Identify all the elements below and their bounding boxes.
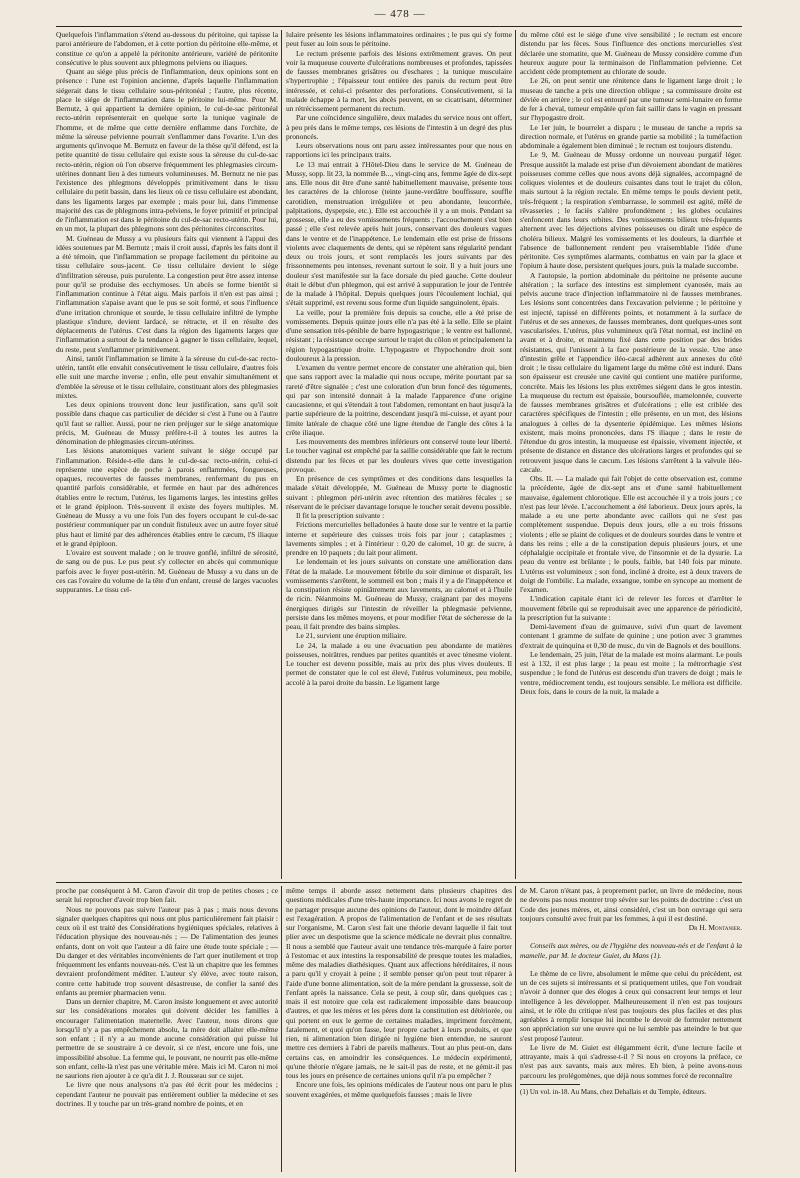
paragraph: Le 13 mai entrait à l'Hôtel-Dieu dans le service de M. Guéneau de Mussy, sopp. lit 23, la nommée B..., vingt-cinq ans, femme âgée de dix-sept ans. Elle nous dit être d'une santé habituellement mauvaise, présente tous les caractères de la chlorose (teinte jaune-verdâtre bouffissure, souffle carotidien, menstruation irrégulière et peu abondante, leucorrhée, palpitations, dyspepsie, etc.). Elle est accouchée il y a un mois. Pendant sa grossesse, elle a eu des vomissements fréquents ; l'accouchement s'est bien passé ; elle s'est relevée après huit jours, conservant des douleurs vagues dans le ventre et de l'inappétence. Le lendemain elle est prise de frissons violents avec claquements de dents, qui se répètent sans régularité pendant deux ou trois jours, et sont remplacés les jours suivants par des frissonnements peu intenses, revenant surtout le soir. Il y a huit jours une douleur s'est manifestée sur la face dorsale du pied gauche. Cette douleur était le début d'un phlegmon, qui est arrivé à suppuration le jour de l'entrée de la malade à l'hôpital. Depuis quelques jours l'écoulement lochial, qui s'était supprimé, est revenu sous forme d'un liquide sanguinolent, épais.: [286, 159, 512, 308]
paragraph: A l'autopsie, la portion abdominale du péritoine ne présente aucune altération ; la surface des intestins est simplement cyanosée, mais au pelvis aucune trace d'injection inflammatoire ni de fausses membranes. Les lésions sont concentrées dans l'excavation pelvienne ; le péritoine y est injecté, tapissé en différents points, et notamment à la surface de l'utérus et de ses annexes, de fausses membranes, dont quelques-unes sont vascularisées. L'utérus, plus volumineux qu'à l'état normal, est incliné en avant et à droite, et maintenu fixé dans cette position par des brides résistantes, qui l'unissent à la face postérieure de la vessie. Une anse d'intestin grêle et l'appendice iléo-cæcal adhèrent aux annexes du côté droit ; le tissu cellulaire du ligament large du même côté est induré. Dans son épaisseur est creusée une cavité qui contient une matière puriforme, concrète. Mais les lésions les plus extrêmes siégent dans le gros intestin. La muqueuse du rectum est épaissie, boursouflée, mamelonnée, couverte de fausses membranes grisâtres et d'ulcérations ; elle est criblée des caractères spécifiques de l'intestin ; elle présente, en un mot, des lésions analogues à celles de la dysenterie épidémique. Les mêmes lésions existent, mais moins prononcées, dans l'S iliaque ; dans le reste de l'étendue du gros intestin, la muqueuse est épaissie, vivement injectée, et présente de distance en distance des ulcérations larges et profondes qui se retrouvent jusque dans le cæcum. Les lésions s'arrêtent à la valvule iléo-cæcale.: [520, 270, 742, 474]
paragraph: Quelquefois l'inflammation s'étend au-dessous du péritoine, qui tapisse la paroi antérieure de l'abdomen, et à cette portion du péritoine elle-même, et constitue ce qu'on a appelé la péritonite antérieure, variété de péritonite consécutive le plus souvent aux phlegmons pelviens ou iliaques.: [56, 30, 278, 67]
review-column-1: [56, 886, 278, 1172]
paragraph: Le 24, la malade a eu une évacuation peu abondante de matières poisseuses, noirâtres, rendues par petites quantités et avec ténesme violent. Le toucher est devenu possible, mais au prix des plus vives douleurs. Il permet de constater que le col est élevé, l'utérus volumineux, peu mobile, accolé à la paroi droite du bassin. Le ligament large: [286, 640, 512, 687]
footnote: (1) Un vol. in-18. Au Mans, chez Dehallais et du Temple, éditeurs.: [520, 1087, 707, 1096]
paragraph: Par une coïncidence singulière, deux malades du service nous ont offert, à peu près dans le même temps, ces lésions de l'intestin à un degré des plus prononcés.: [286, 113, 512, 141]
paragraph: Encore une fois, les opinions médicales de l'auteur nous ont paru le plus souvent exagérées, et même quelquefois fausses ; mais le livre: [286, 1080, 512, 1099]
paragraph: Le 1er juin, le bourrelet a disparu ; le museau de tanche a repris sa direction normale, et l'utérus en grande partie sa mobilité ; la tuméfaction abdominale a également bien diminué ; le rectum est toujours distendu.: [520, 122, 742, 150]
column-divider: [281, 30, 282, 879]
paragraph: de M. Caron n'étant pas, à proprement parler, un livre de médecine, nous ne devons pas nous montrer trop sévère sur les points de doctrine : c'est un Code des jeunes mères, et, ainsi considéré, c'est un bon ouvrage qui sera toujours consulté avec fruit par les femmes, à qui il est destiné.: [520, 886, 742, 923]
paragraph: Obs. II. — La malade qui fait l'objet de cette observation est, comme la précédente, âgée de dix-sept ans et d'une santé habituellement mauvaise, également chlorotique. Elle est accouchée il y a trois jours ; ce n'est pas leur lévée. L'accouchement a été laborieux. Deux jours après, la malade a eu une perte abondante avec caillots qui ne s'est pas complètement suspendue. Depuis deux jours, elle a eu trois frissons violents ; elle se plaint de coliques et de douleurs sourdes dans le ventre et dans les reins ; elle a de la constipation depuis plusieurs jours, et une céphalalgie occipitale et frontale vive, de l'insomnie et de la dysurie. La peau du ventre est brûlante ; le pouls, faible, bat 140 fois par minute. L'utérus est volumineux ; son fond, incliné à droite, est à deux travers de doigt de l'ombilic. La malade, exsangue, tombe en syncope au moment de l'examen.: [520, 474, 742, 594]
paragraph: Le livre que nous analysons n'a pas été écrit pour les médecins ; cependant l'auteur ne pouvait pas entièrement oublier la médecine et ses doctrines. Il y touche par un très-grand nombre de points, et en: [56, 1080, 278, 1108]
section-rule: [56, 882, 742, 883]
article-column-1: [56, 30, 278, 879]
paragraph: L'examen du ventre permet encore de constater une altération qui, bien que sans rapport avec la maladie qui nous occupe, mérite pourtant par sa rareté d'être signalée ; c'est une coloration d'un brun foncé des téguments, qui par son intensité donnait à la malade l'apparence d'une origine caucasienne, et qui s'étendait à tout l'abdomen, remontant en haut jusqu'à la partie supérieure de la poitrine, descendant jusqu'à mi-cuisse, et ayant pour limite latérale de chaque côté une ligne étendue de l'angle des côtes à la crête iliaque.: [286, 363, 512, 437]
paragraph: Le lendemain, 25 juin, l'état de la malade est moins alarmant. Le pouls est à 132, il est plus large ; la peau est moite ; la métrorrhagie s'est suspendue ; le fond de l'utérus est descendu d'un travers de doigt ; mais le ventre, médiocrement tendu, est toujours sensible. Le méliora est difficile. Deux fois, dans le cours de la nuit, la malade a: [520, 649, 742, 696]
paragraph: Les mouvements des membres inférieurs ont conservé toute leur liberté. Le toucher vaginal est empêché par la saillie considérable que fait le rectum distendu par les fèces et par les douleurs vives que cette investigation provoque.: [286, 437, 512, 474]
paragraph: proche par conséquent à M. Caron d'avoir dit trop de petites choses ; ce serait lui reprocher d'avoir trop bien fait.: [56, 886, 278, 905]
paragraph: L'ovaire est souvent malade ; on le trouve gonflé, infiltré de sérosité, de sang ou de pus. Le pus peut s'y collecter en abcès qui communique parfois avec le foyer post-utérin. M. Guéneau de Mussy a vu dans un de ces cas l'ovaire du volume de la tête d'un enfant, creusé de larges vacuoles suppurantes. Le tissu cel-: [56, 548, 278, 594]
author-signature: Dr H. Montanier.: [688, 923, 742, 932]
paragraph: Dans un dernier chapitre, M. Caron insiste longuement et avec autorité sur les considérations morales qui doivent décider les familles à encourager l'alimentation maternelle. Avec l'auteur, nous dirons que lorsqu'il n'y a pas empêchement absolu, la mère doit allaiter elle-même son enfant ; il n'y a au monde aucune considération qui puisse lui permettre de se soustraire à ce devoir, si ce n'est, encore une fois, une impossibilité absolue. La femme qui, le pouvant, ne nourrit pas elle-même son enfant, celle-là n'est pas une véritable mère. Mais ici M. Caron ni moi ne saurions rien ajouter à ce qu'a dit J. J. Rousseau sur ce sujet.: [56, 997, 278, 1080]
review-column-3: [520, 886, 742, 1172]
paragraph: Les deux opinions trouvent donc leur justification, sans qu'il soit possible dans chaque cas particulier de décider si c'est à l'une ou à l'autre qu'il faut se rallier. Aussi, pour ne rien préjuger sur le siége anatomique précis, M. Guéneau de Mussy préfère-t-il à toutes les autres la dénomination de phlegmasies circum-utérines.: [56, 400, 278, 446]
spacer: [520, 960, 742, 969]
paragraph: Le 26, on peut sentir une rénitence dans le ligament large droit ; le museau de tanche a pris une direction oblique ; sa commissure droite est déviée en arrière ; le col est entouré par une tumeur semi-lunaire en forme de fer à cheval, tumeur empâtée qu'on fait saillir dans le vagin en pressant sur l'hypogastre droit.: [520, 76, 742, 123]
paragraph: Le 21, survient une éruption miliaire.: [296, 631, 407, 641]
paragraph: Frictions mercurielles belladonées à haute dose sur le ventre et la partie interne et supérieure des cuisses trois fois par jour ; cataplasmes ; lavements simples ; et à l'intérieur : 0,20 de calomel, 10 gr. de sucre, à prendre en 10 paquets ; du lait pour aliment.: [286, 520, 512, 557]
header-rule: [56, 26, 742, 27]
paragraph: Le thème de ce livre, absolument le même que celui du précédent, est un de ces sujets si intéressants et si pratiquement utiles, que l'on voudrait n'avoir à donner que des éloges à ceux qui consacrent leur temps et leur intelligence à les développer. Malheureusement il n'en est pas toujours ainsi, et le rôle du critique n'est pas toujours des plus faciles et des plus agréables à remplir lorsque lui incombe le devoir de formuler nettement son appréciation sur une œuvre qui ne lui semble pas atteindre le but que s'est proposé l'auteur.: [520, 968, 742, 1043]
paragraph: La veille, pour la première fois depuis sa couche, elle a été prise de vomissements. Depuis quinze jours elle n'a pas été à la selle. Elle se plaint d'une sensation très-pénible de barre hypogastrique ; le ventre est ballonné, résistant ; la résistance occupe surtout le trajet du côlon et principalement la région hypogastrique droite. L'hypogastre et l'hypochondre droit sont douloureux à la pression.: [286, 307, 512, 363]
review-title: Conseils aux mères, ou de l'hygiène des nouveau-nés et de l'enfant à la mamelle, par M. le docteur Guiet, du Mans (1).: [520, 941, 742, 960]
paragraph: Le lendemain et les jours suivants on constate une amélioration dans l'état de la malade. Le mouvement fébrile du soir diminue et disparaît, les vomissements s'arrêtent, le sommeil est bon ; mais il y a de l'inappétence et la constipation résiste opiniâtrement aux lavements, au calomel et à l'huile de ricin. Néanmoins M. Guéneau de Mussy, craignant par des moyens énergiques dirigés sur l'intestin de réveiller la phlegmasie pelvienne, persiste dans les mêmes moyens, et pour modifier l'état de sécheresse de la peau, il fait prendre des bains simples.: [286, 557, 512, 631]
paragraph: Nous ne pouvons pas suivre l'auteur pas à pas ; mais nous devons signaler quelques chapitres qui nous ont plus particulièrement fait plaisir : ceux où il est traité des Considérations hygiéniques spéciales, relatives à l'éducation physique des nouveau-nés ; — De l'alimentation des jeunes enfants, dont on voit que l'auteur a dû faire une étude toute spéciale ; — Du danger et des véritables inconvénients de l'art quer inutilement et trop fréquemment les enfants nouveau-nés. C'est là un chapitre que les femmes devraient profondément méditer. L'auteur s'y élève, avec toute raison, contre cette habitude trop souvent désastreuse, de confier la santé des enfants au premier pharmacien venu.: [56, 904, 278, 997]
paragraph: Le 9, M. Guéneau de Mussy ordonne un nouveau purgatif léger. Presque aussitôt la malade est prise d'un dévoiement abondant de matières poisseuses comme celles que nous avons déjà signalées, accompagné de coliques violentes et de douleurs cuisantes dans tout le trajet du côlon, mais surtout à la région rectale. En même temps le pouls devient petit, très-fréquent ; la respiration s'embarrasse, le sommeil est agité, mêlé de rêvasseries ; le faciès s'altère profondément ; les globes oculaires s'enfoncent dans leurs orbites. Des vomissements bilieux très-fréquents alternent avec les déjections alvines poisseuses ou diraît une espèce de choléra bilieux. Malgré les vomissements et les douleurs, la diarrhée et l'absence de ballonnement rendent peu vraisemblable l'idée d'une péritonite. Ces symptômes alarmants, combattus en vain par la glace et l'opium à haute dose, persistent quelques jours, puis la malade succombe.: [520, 150, 742, 271]
paragraph: Quant au siége plus précis de l'inflammation, deux opinions sont en présence : l'une est l'opinion ancienne, d'après laquelle l'inflammation siégerait dans le tissu cellulaire sous-péritonéal ; l'autre, plus récente, place le siége de l'inflammation dans le péritoine lui-même. Pour M. Bernutz, à qui appartient la dernière opinion, le cul-de-sac péritonéal recto-utérin représenterait en quelque sorte la tunique vaginale de l'homme, et de même que cette dernière enflamme dans l'orchite, de même la séreuse pelvienne pourrait s'enflammer dans l'ovarite. L'un des arguments qu'invoque M. Bernutz en faveur de la thèse qu'il défend, est la petite quantité de tissu cellulaire qui existe sous la séreuse du cul-de-sac recto-utérin, région où l'on observe fréquemment les phlegmasies circum-utérines donnant lieu à des tumeurs volumineuses. M. Bernutz ne nie pas l'existence des phlegmons développés primitivement dans le tissu cellulaire du petit bassin, dans les lieux où ce tissu cellulaire est abondant, dans les ligaments larges par exemple ; mais pour lui, dans l'immense majorité des cas de phlegmons intra-pelviens, le foyer primitif et principal de l'inflammation est dans le péritoine du cul-de-sac recto-utérin. Pour lui, en un mot, la plupart des phlegmons sont des péritonites circonscrites.: [56, 67, 278, 234]
paragraph: Le livre de M. Guiet est élégamment écrit, d'une lecture facile et attrayante, mais à qui s'adresse-t-il ? Si nous en croyons la préface, ce n'est pas aux savants, mais aux mères. Eh bien, à peine avons-nous parcouru les prolégomènes, que déjà nous sommes forcé de reconnaître: [520, 1042, 742, 1080]
paragraph: du même côté est le siége d'une vive sensibilité ; le rectum est encore distendu par les fèces. Sous l'influence des onctions mercurielles s'est déclarée une stomatite, que M. Guéneau de Mussy considère comme d'un heureux augure pour la terminaison de l'inflammation pelvienne. Cet accident cède promptement au chlorate de soude.: [520, 30, 742, 76]
page-number: — 478 —: [374, 8, 426, 20]
paragraph: Le rectum présente parfois des lésions extrêmement graves. On peut voir la muqueuse couverte d'ulcérations nombreuses et profondes, tapissées de fausses membranes grisâtres ou d'eschares ; la tunique musculaire s'hypertrophie ; l'épaisseur tout entière des parois du rectum peut être intéressée, et celui-ci présenter des perforations. Consécutivement, si la malade échappe à la mort, les abcès peuvent, en se cicatrisant, déterminer un rétrécissement permanent du rectum.: [286, 48, 512, 113]
paragraph: lulaire présente les lésions inflammatoires ordinaires ; le pus qui s'y forme peut fuser au loin sous le péritoine.: [286, 30, 512, 49]
paragraph: Demi-lavement d'eau de guimauve, suivi d'un quart de lavement contenant 1 gramme de sulfate de quinine ; une potion avec 3 grammes d'extrait de quinquina et 0,30 de musc, du vin de Bagnols et des bouillons.: [520, 622, 742, 650]
paragraph: même temps il aborde assez nettement dans plusieurs chapitres des questions médicales d'une très-haute importance. Ici nous avons le regret de ne partager presque aucune des opinions de l'auteur, dont le moindre défaut est l'exagération. A propos de l'alimentation de l'enfant et de ses résultats sur l'organisme, M. Caron s'est fait une théorie devant laquelle il fait tout plier avec un despotisme que la science médicale ne devrait plus connaître. Il nous a semblé que l'auteur avait une tendance très-marquée à faire porter à l'estomac et aux intestins la responsabilité de presque toutes les maladies, même des maladies diathésiques. Quant aux affections héréditaires, il nous a paru qu'il y croyait à peine ; il semble penser qu'on peut tout réparer à l'aide d'une bonne alimentation, soit de la mère pendant la grossesse, soit de l'enfant après la naissance. Cela se peut, à coup sûr, dans quelques cas ; mais il est notoire que cela est radicalement impossible dans beaucoup d'autres, et que les mères et les pères dont la constitution est détériorée, ou qui portent en eux le germe de certaines maladies, impriment forcément, fatalement, et quoi qu'on fasse, leur propre cachet à leurs produits, et que rien, ni alimentation bien dirigée ni hygiène bien entendue, ne sauront mettre ces derniers à l'abri de pareils malheurs. Tout au plus peut-on, dans certains cas, en amoindrir les conséquences. Le médecin expérimenté, qu'une théorie n'égare jamais, ne le sait-il pas de reste, et ne gémit-il pas tous les jours en présence de certaines unions qu'il n'a pu empêcher ?: [286, 886, 512, 1080]
paragraph: Il fit la prescription suivante :: [296, 511, 385, 520]
footnote-rule: [520, 1084, 580, 1085]
column-divider: [515, 886, 516, 1172]
paragraph: Les lésions anatomiques varient suivant le siége occupé par l'inflammation. Réside-t-elle dans le cul-de-sac recto-utérin, celui-ci représente une espèce de poche à parois enflammées, fongueuses, opaques, recouvertes de fausses membranes, renfermant du pus en quantité parfois considérable, et fermée en haut par des adhérences établies entre le rectum, l'utérus, les ligaments larges, les intestins grêles et le grand épiploon. Très-souvent il existe des foyers multiples. M. Guéneau de Mussy a vu une fois l'un des foyers occupant le cul-de-sac postérieur communiquer par un conduit fistuleux avec un autre foyer situé plus haut et limité par des adhérences établies entre le cæcum, l'S iliaque et le grand épiploon.: [56, 446, 278, 548]
review-column-2: [286, 886, 512, 1172]
paragraph: En présence de ces symptômes et des conditions dans lesquelles la malade s'était développée, M. Guéneau de Mussy porte le diagnostic suivant : phlegmon péri-utérin avec rétention des matières fécales ; se réservant de le préciser davantage lorsque le toucher serait devenu possible.: [286, 474, 512, 511]
column-divider: [515, 30, 516, 879]
article-column-2: [286, 30, 512, 879]
spacer: [520, 932, 742, 941]
paragraph: Ainsi, tantôt l'inflammation se limite à la séreuse du cul-de-sac recto-utérin, tantôt elle envahit consécutivement le tissu cellulaire, d'autres fois elle suit une marche inverse ; enfin, elle peut envahir simultanément et d'emblée la séreuse et le tissu cellulaire, constituant alors des phlegmasies mixtes.: [56, 353, 278, 400]
paragraph: M. Guéneau de Mussy a vu plusieurs faits qui viennent à l'appui des idées soutenues par M. Bernutz ; mais il croit aussi, d'après les faits dont il a été témoin, que l'inflammation se propage facilement du péritoine au tissu cellulaire sous-jacent. Ce tissu cellulaire devient le siége d'infiltration séreuse, puis purulente. La congestion peut être assez intense pour qu'il se produise des ecchymoses. Un abcès se forme bientôt si l'inflammation continue à l'état aigu. Mais parfois il n'en est pas ainsi ; l'inflammation s'apaise avant que le pus se soit formé, et sous l'influence d'une irritation chronique et sourde, le tissu cellulaire infiltré de lymphe plastique s'indure, devient lardacé, se rétracte, et il en résulte des déplacements de l'utérus. C'est dans la région des ligaments larges que l'inflammation a surtout de la tendance à gagner le tissu cellulaire, lequel, du reste, peut s'enflammer primitivement.: [56, 233, 278, 354]
paragraph: Leurs observations nous ont paru assez intéressantes pour que nous en rapportions ici les principaux traits.: [286, 141, 512, 160]
article-column-3: [520, 30, 742, 879]
paragraph: L'indication capitale étant ici de relever les forces et d'arrêter le mouvement fébrile qui se reproduisait avec une apparence de périodicité, la prescription fut la suivante :: [520, 594, 742, 622]
column-divider: [281, 886, 282, 1172]
